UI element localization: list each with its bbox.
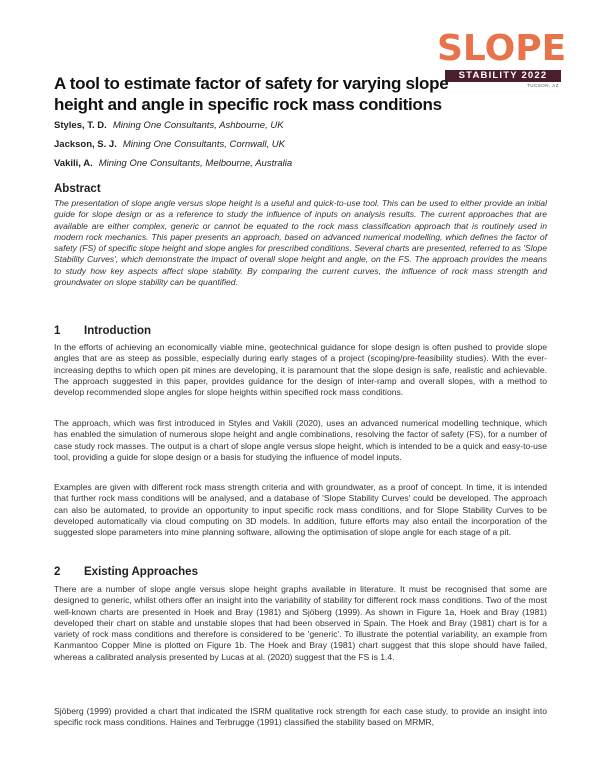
author-name: Jackson, S. J. [54,139,117,150]
paragraph: There are a number of slope angle versus slope height graphs available in literature. It must be recognised that some are designed to generic, whilst others offer an insight into the variability of stability for different rock mass conditions. Two of the most well-known charts are presented in Hoek and Bray (1981) and Sjöberg (1999). As shown in Figure 1a, Hoek and Bray (1981) developed their chart on stable and unstable slopes that had been observed in Spain. The Hoek and Bray (1981) chart is for a variety of rock mass conditions and therefore is considered to be 'generic'. To illustrate the potential variability, an example from Kanmantoo Copper Mine is plotted on Figure 1b. The Hoek and Bray (1981) chart suggest that this slope should have failed, whereas a calibrated analysis presented by Lucas at al. (2020) suggest that the FS is 1.4. [54,584,547,662]
author-name: Styles, T. D. [54,120,107,131]
paragraph: Sjöberg (1999) provided a chart that indicated the ISRM qualitative rock strength for each case study, to provide an insight into specific rock mass conditions. Haines and Terbrugge (1991) classified the stability based on MRMR, [54,706,547,728]
author-affiliation: Mining One Consultants, Cornwall, UK [122,139,285,150]
author-list [54,116,554,173]
paragraph: The approach, which was first introduced in Styles and Vakili (2020), uses an advanced numerical modelling technique, which has enabled the simulation of numerous slope height and angle combinations, resolving the factor of safety (FS), for a number of case study rock masses. The output is a chart of slope angle versus slope height, which is intended to be a quick and easy-to-use tool, providing a guide for slope design or a basis for studying the influence of model inputs. [54,418,547,462]
logo-sub-text: STABILITY 2022 [458,70,548,81]
paragraph: Examples are given with different rock mass strength criteria and with groundwater, as a proof of concept. In time, it is intended that further rock mass conditions will be analysed, and a database of 'Slope Stability Curves' could be developed. The approach can also be automated, to provide an opportunity to input specific rock mass conditions, and for Slope Stability Curves to be developed automatically via cloud computing on 3D models. In addition, future efforts may also entail the incorporation of the suggested slope parameters into mine planning software, allowing the optimisation of slope angle for each stage of a pit. [54,482,547,538]
section-title: Introduction [84,325,152,337]
author-affiliation: Mining One Consultants, Melbourne, Australia [98,158,293,169]
logo-main-text: SLOPE [437,28,567,69]
paper-title: A tool to estimate factor of safety for varying slope height and angle in specific rock mass conditions [54,74,449,114]
author-line [54,154,554,173]
abstract-heading: Abstract [54,183,101,195]
section-title: Existing Approaches [84,566,198,578]
author-line [54,116,554,135]
section-number: 2 [54,566,61,578]
section-heading-existing-approaches [54,566,198,578]
author-name: Vakili, A. [54,158,93,169]
section-heading-introduction [54,325,151,337]
abstract-text: The presentation of slope angle versus slope height is a useful and quick-to-use tool. This can be used to either provide an initial guide for slope design or as a reference to study the influence of inputs on analysis results. The current approaches that are available are either complex, generic or cannot be equated to the rock mass classification approach that is routinely used in modern rock mechanics. This paper presents an approach, based on advanced numerical modelling, which defines the factor of safety (FS) of specific slope height and slope angles for prescribed conditions. Several charts are presented, referred to as 'Slope Stability Curves', which demonstrate the impact of overall slope height and angle, on the FS. The approach provides the means to study how key aspects affect slope stability. By comparing the current curves, the influence of rock mass strength and groundwater on slope stability can be quantified. [54,198,547,288]
author-line [54,135,554,154]
author-affiliation: Mining One Consultants, Ashbourne, UK [112,120,284,131]
paragraph: In the efforts of achieving an economically viable mine, geotechnical guidance for slope design is often pushed to provide slope angles that are as steep as possible, especially during early stages of a project (scoping/pre-feasibility studies). With the ever-increasing depths to which open pit mines are developing, it is paramount that the slope design is safe, realistic and achievable. The approach suggested in this paper, provides guidance for the design of inter-ramp and overall slopes, with a method to develop recommended slope angles for slope heights within specified rock mass conditions. [54,342,547,398]
section-number: 1 [54,325,61,337]
logo-location: TUCSON, AZ [526,83,559,88]
